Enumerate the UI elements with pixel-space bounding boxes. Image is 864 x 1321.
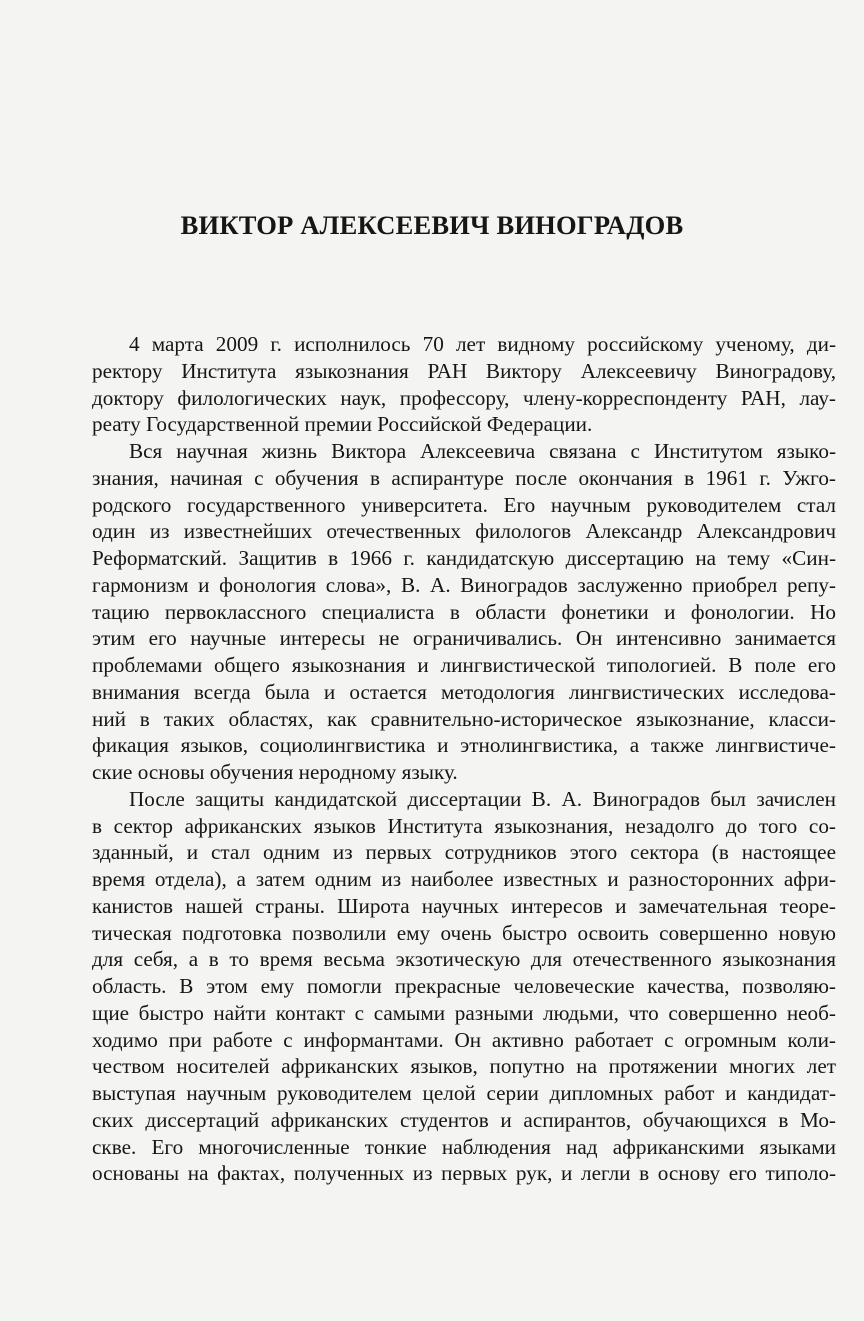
text-line: ские основы обучения неродному языку. <box>92 760 458 784</box>
text-line: время отдела), а затем одним из наиболее известных и разносторонних афри- <box>92 867 836 891</box>
text-line: фикация языков, социолингвистика и этнолингвистика, а также лингвистиче- <box>92 733 836 758</box>
text-line: чеством носителей африканских языков, попутно на протяжении многих лет <box>92 1054 836 1079</box>
text-line: тацию первоклассного специалиста в области фонетики и фонологии. Но <box>92 599 836 624</box>
article-body <box>92 331 836 1187</box>
text-line: тическая подготовка позволили ему очень быстро освоить совершенно новую <box>92 920 836 945</box>
text-line: Вся научная жизнь Виктора Алексеевича связана с Институтом языко- <box>129 439 836 463</box>
text-line: канистов нашей страны. Широта научных интересов и замечательная теоре- <box>92 893 836 918</box>
text-line: реату Государственной премии Российской Федерации. <box>92 412 593 437</box>
paragraph-intro <box>92 331 836 438</box>
text-line: этим его научные интересы не ограничивались. Он интенсивно занимается <box>92 626 836 651</box>
text-line: гармонизм и фонология слова», В. А. Виноградов заслуженно приобрел репу- <box>92 572 836 597</box>
text-line: в сектор африканских языков Института языкознания, незадолго до того со- <box>92 813 836 838</box>
text-line: ходимо при работе с информантами. Он активно работает с огромным коли- <box>92 1027 836 1052</box>
text-line: Реформатский. Защитив в 1966 г. кандидатскую диссертацию на тему «Син- <box>92 546 836 570</box>
paragraph-scientific-life <box>92 438 836 786</box>
text-line: один из известнейших отечественных филологов Александр Александрович <box>92 519 836 544</box>
text-line: ний в таких областях, как сравнительно-историческое языкознание, класси- <box>92 706 836 731</box>
text-line: родского государственного университета. Его научным руководителем стал <box>92 492 836 517</box>
text-line: внимания всегда была и остается методология лингвистических исследова- <box>92 679 836 704</box>
text-line: щие быстро найти контакт с самыми разными людьми, что совершенно необ- <box>92 1000 836 1025</box>
text-line: знания, начиная с обучения в аспирантуре после окончания в 1961 г. Ужго- <box>92 465 836 490</box>
text-line: выступая научным руководителем целой серии дипломных работ и кандидат- <box>92 1081 836 1105</box>
article-title: ВИКТОР АЛЕКСЕЕВИЧ ВИНОГРАДОВ <box>180 210 684 240</box>
text-line: основаны на фактах, полученных из первых рук, и легли в основу его типоло- <box>92 1161 836 1186</box>
text-line: ректору Института языкознания РАН Виктору Алексеевичу Виноградову, <box>92 358 836 383</box>
text-line: проблемами общего языкознания и лингвистической типологией. В поле его <box>92 653 836 677</box>
paragraph-african-studies <box>92 786 836 1187</box>
text-line: область. В этом ему помогли прекрасные человеческие качества, позволяю- <box>92 974 836 998</box>
text-line: ских диссертаций африканских студентов и аспирантов, обучающихся в Мо- <box>92 1107 836 1132</box>
text-line: доктору филологических наук, профессору, члену-корреспонденту РАН, лау- <box>92 385 836 410</box>
text-line: зданный, и стал одним из первых сотрудников этого сектора (в настоящее <box>92 840 836 865</box>
text-line: скве. Его многочисленные тонкие наблюдения над африканскими языками <box>92 1134 836 1159</box>
text-line: 4 марта 2009 г. исполнилось 70 лет видному российскому ученому, ди- <box>129 332 836 356</box>
text-line: для себя, а в то время весьма экзотическую для отечественного языкознания <box>92 947 836 972</box>
text-line: После защиты кандидатской диссертации В. А. Виноградов был зачислен <box>129 786 836 811</box>
